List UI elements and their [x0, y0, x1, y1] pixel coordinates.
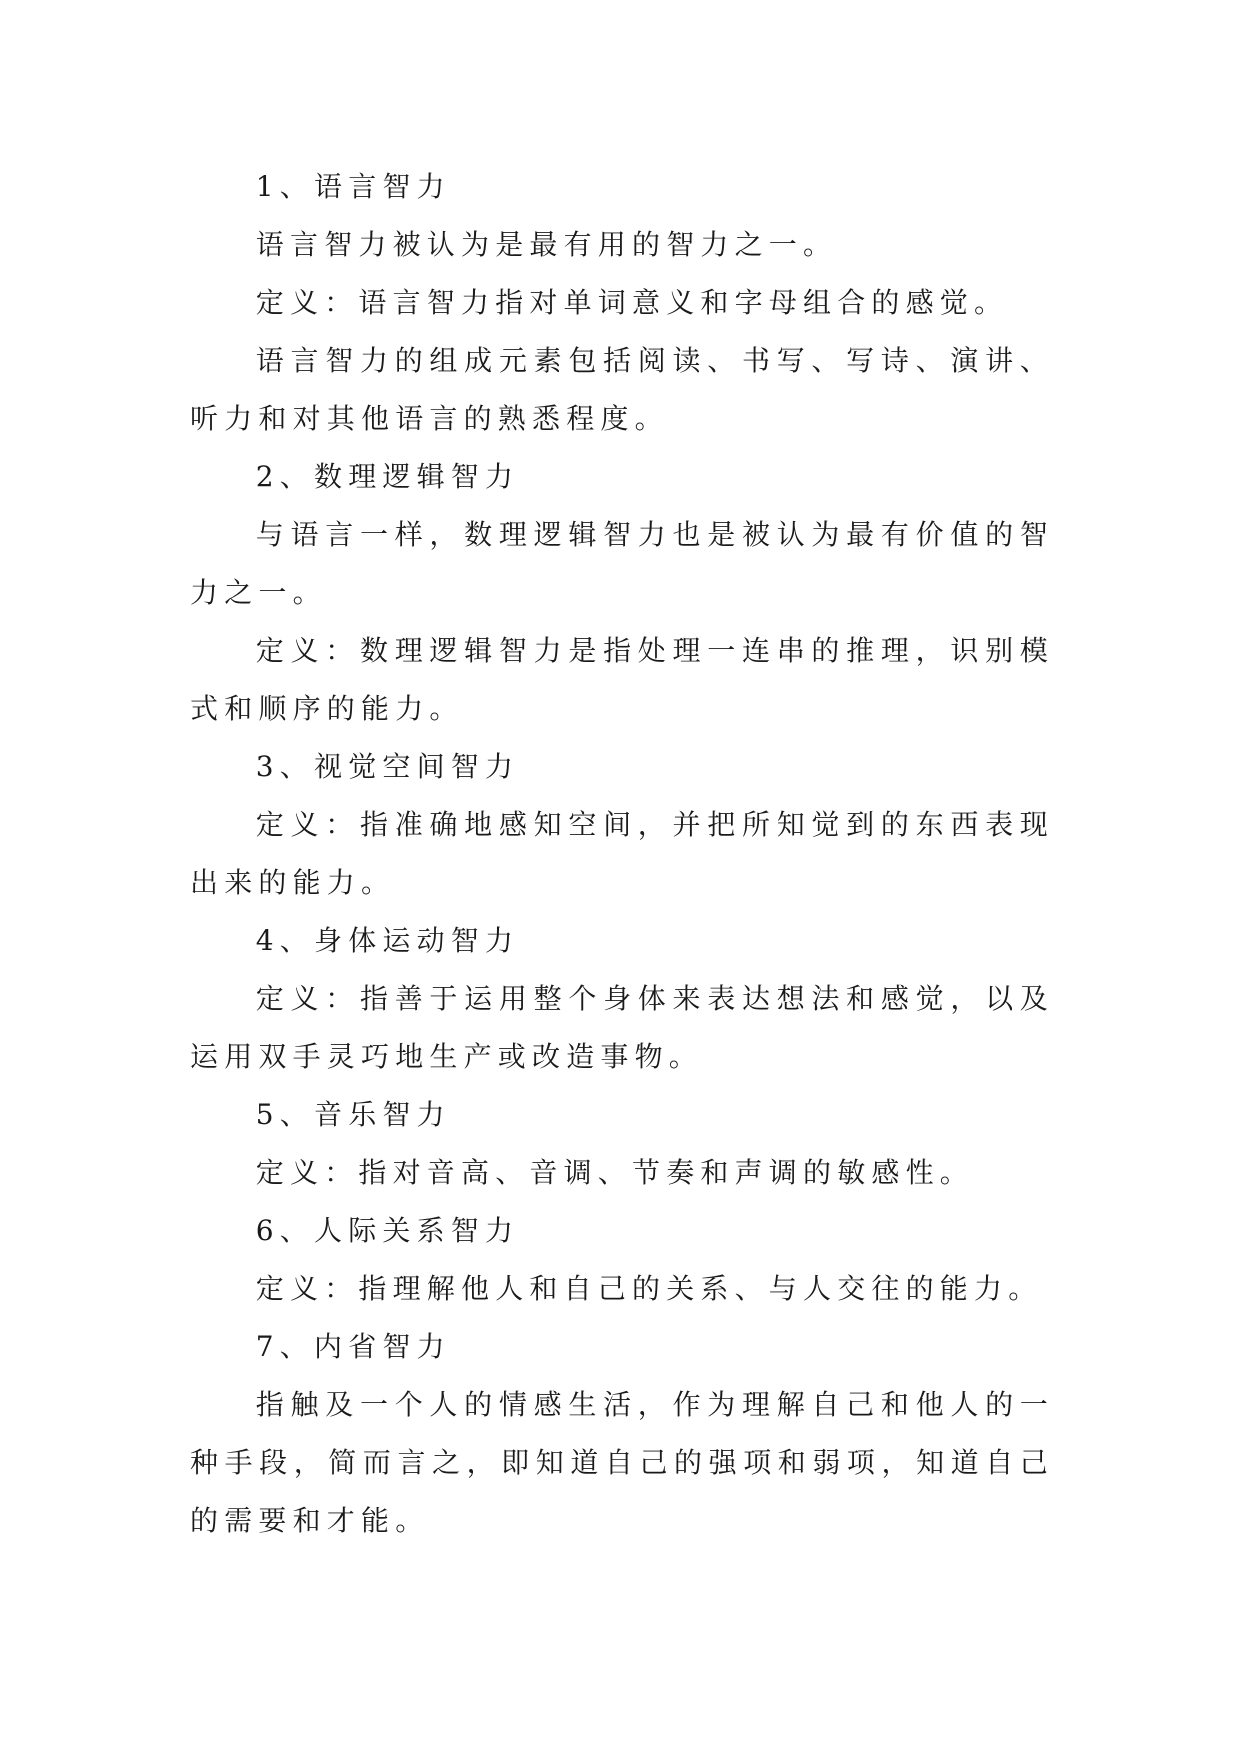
- heading-logical-mathematical: 2、数理逻辑智力: [255, 460, 520, 493]
- heading-interpersonal: 6、人际关系智力: [255, 1214, 520, 1247]
- paragraph: 与语言一样，数理逻辑智力也是被认为最有价值的智力之一。: [190, 518, 1054, 609]
- definition-paragraph: 定义：语言智力指对单词意义和字母组合的感觉。: [255, 286, 1009, 319]
- document-body: [190, 158, 1054, 1550]
- definition-paragraph: 定义：指准确地感知空间，并把所知觉到的东西表现出来的能力。: [190, 808, 1054, 899]
- definition-paragraph: 定义：指理解他人和自己的关系、与人交往的能力。: [255, 1272, 1043, 1305]
- heading-linguistic: 1、语言智力: [255, 170, 451, 203]
- definition-paragraph: 定义：指对音高、音调、节奏和声调的敏感性。: [255, 1156, 974, 1189]
- heading-visual-spatial: 3、视觉空间智力: [255, 750, 520, 783]
- definition-paragraph: 定义：数理逻辑智力是指处理一连串的推理，识别模式和顺序的能力。: [190, 634, 1054, 725]
- paragraph: 语言智力的组成元素包括阅读、书写、写诗、演讲、听力和对其他语言的熟悉程度。: [190, 344, 1054, 435]
- heading-musical: 5、音乐智力: [255, 1098, 451, 1131]
- paragraph: 指触及一个人的情感生活，作为理解自己和他人的一种手段，简而言之，即知道自己的强项和弱项，知道自己的需要和才能。: [190, 1388, 1054, 1537]
- heading-bodily-kinesthetic: 4、身体运动智力: [255, 924, 520, 957]
- paragraph: 语言智力被认为是最有用的智力之一。: [255, 228, 838, 261]
- heading-intrapersonal: 7、内省智力: [255, 1330, 451, 1363]
- definition-paragraph: 定义：指善于运用整个身体来表达想法和感觉，以及运用双手灵巧地生产或改造事物。: [190, 982, 1054, 1073]
